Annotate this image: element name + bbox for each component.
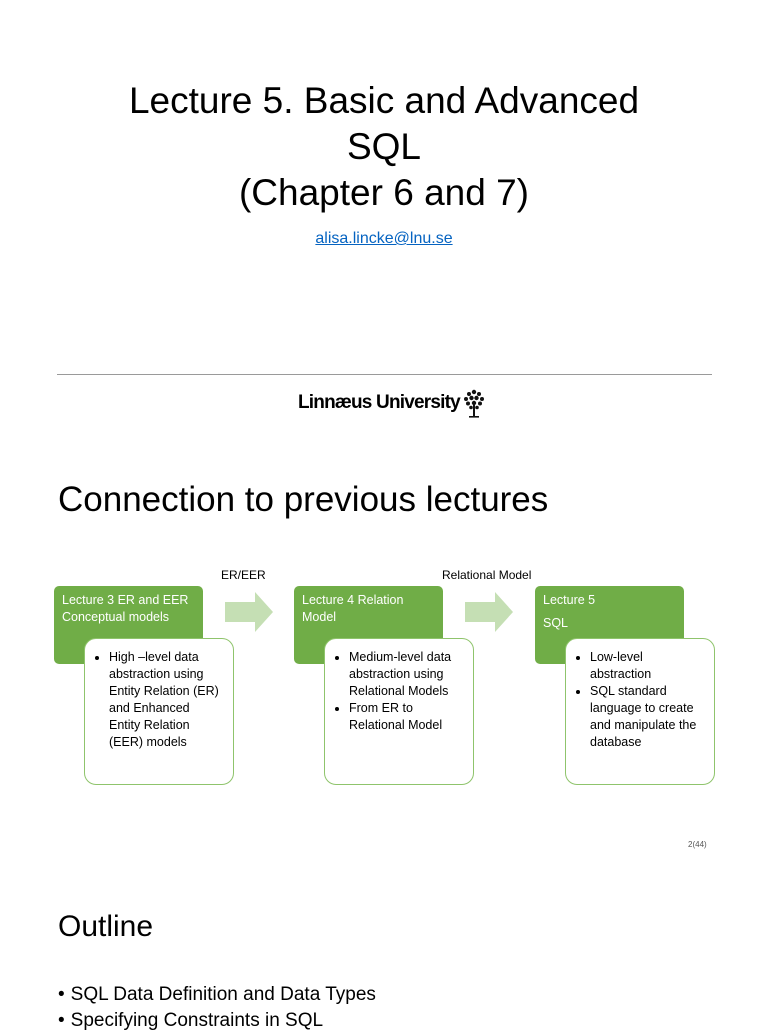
step-bullet: • SQL standard language to create and manipulate the database	[590, 683, 704, 751]
university-name: Linnæus University	[298, 392, 460, 413]
slide-title	[0, 78, 768, 216]
step-bullet: • High –level data abstraction using Entity Relation (ER) and Enhanced Entity Relation (EER) models	[109, 649, 223, 751]
step-title-line: Conceptual models	[62, 610, 170, 624]
step-bullet: • Medium-level data abstraction using Relational Models	[349, 649, 463, 700]
step-detail-lecture-4	[324, 638, 474, 785]
step-title-line: Lecture 4 Relation	[302, 593, 404, 607]
slide-divider	[57, 374, 712, 375]
section-heading: Connection to previous lectures	[58, 480, 549, 519]
list-item: • SQL Data Definition and Data Types	[58, 982, 376, 1008]
step-bullet: • Low-level abstraction	[590, 649, 704, 683]
page-number: 2(44)	[688, 840, 707, 849]
author-email-link[interactable]: alisa.lincke@lnu.se	[315, 230, 453, 247]
slide-title-line: SQL	[346, 126, 422, 167]
step-detail-lecture-5	[565, 638, 715, 785]
list-item: • Specifying Constraints in SQL	[58, 1008, 376, 1034]
tree-icon	[463, 388, 485, 418]
step-detail-lecture-3	[84, 638, 234, 785]
right-arrow-icon	[225, 592, 275, 632]
university-logo	[298, 386, 485, 420]
step-title-line: Lecture 5	[543, 593, 596, 607]
outline-list	[58, 982, 376, 1034]
slide-title-line: (Chapter 6 and 7)	[238, 172, 529, 213]
step-title-line: Model	[302, 610, 337, 624]
step-title-line: Lecture 3 ER and EER	[62, 593, 189, 607]
right-arrow-icon	[465, 592, 515, 632]
arrow-label: Relational Model	[442, 568, 532, 582]
outline-heading: Outline	[58, 910, 154, 943]
slide-title-line: Lecture 5. Basic and Advanced	[128, 80, 640, 121]
step-title-line: SQL	[543, 616, 569, 630]
step-bullet: • From ER to Relational Model	[349, 700, 463, 734]
arrow-label: ER/EER	[221, 568, 266, 582]
